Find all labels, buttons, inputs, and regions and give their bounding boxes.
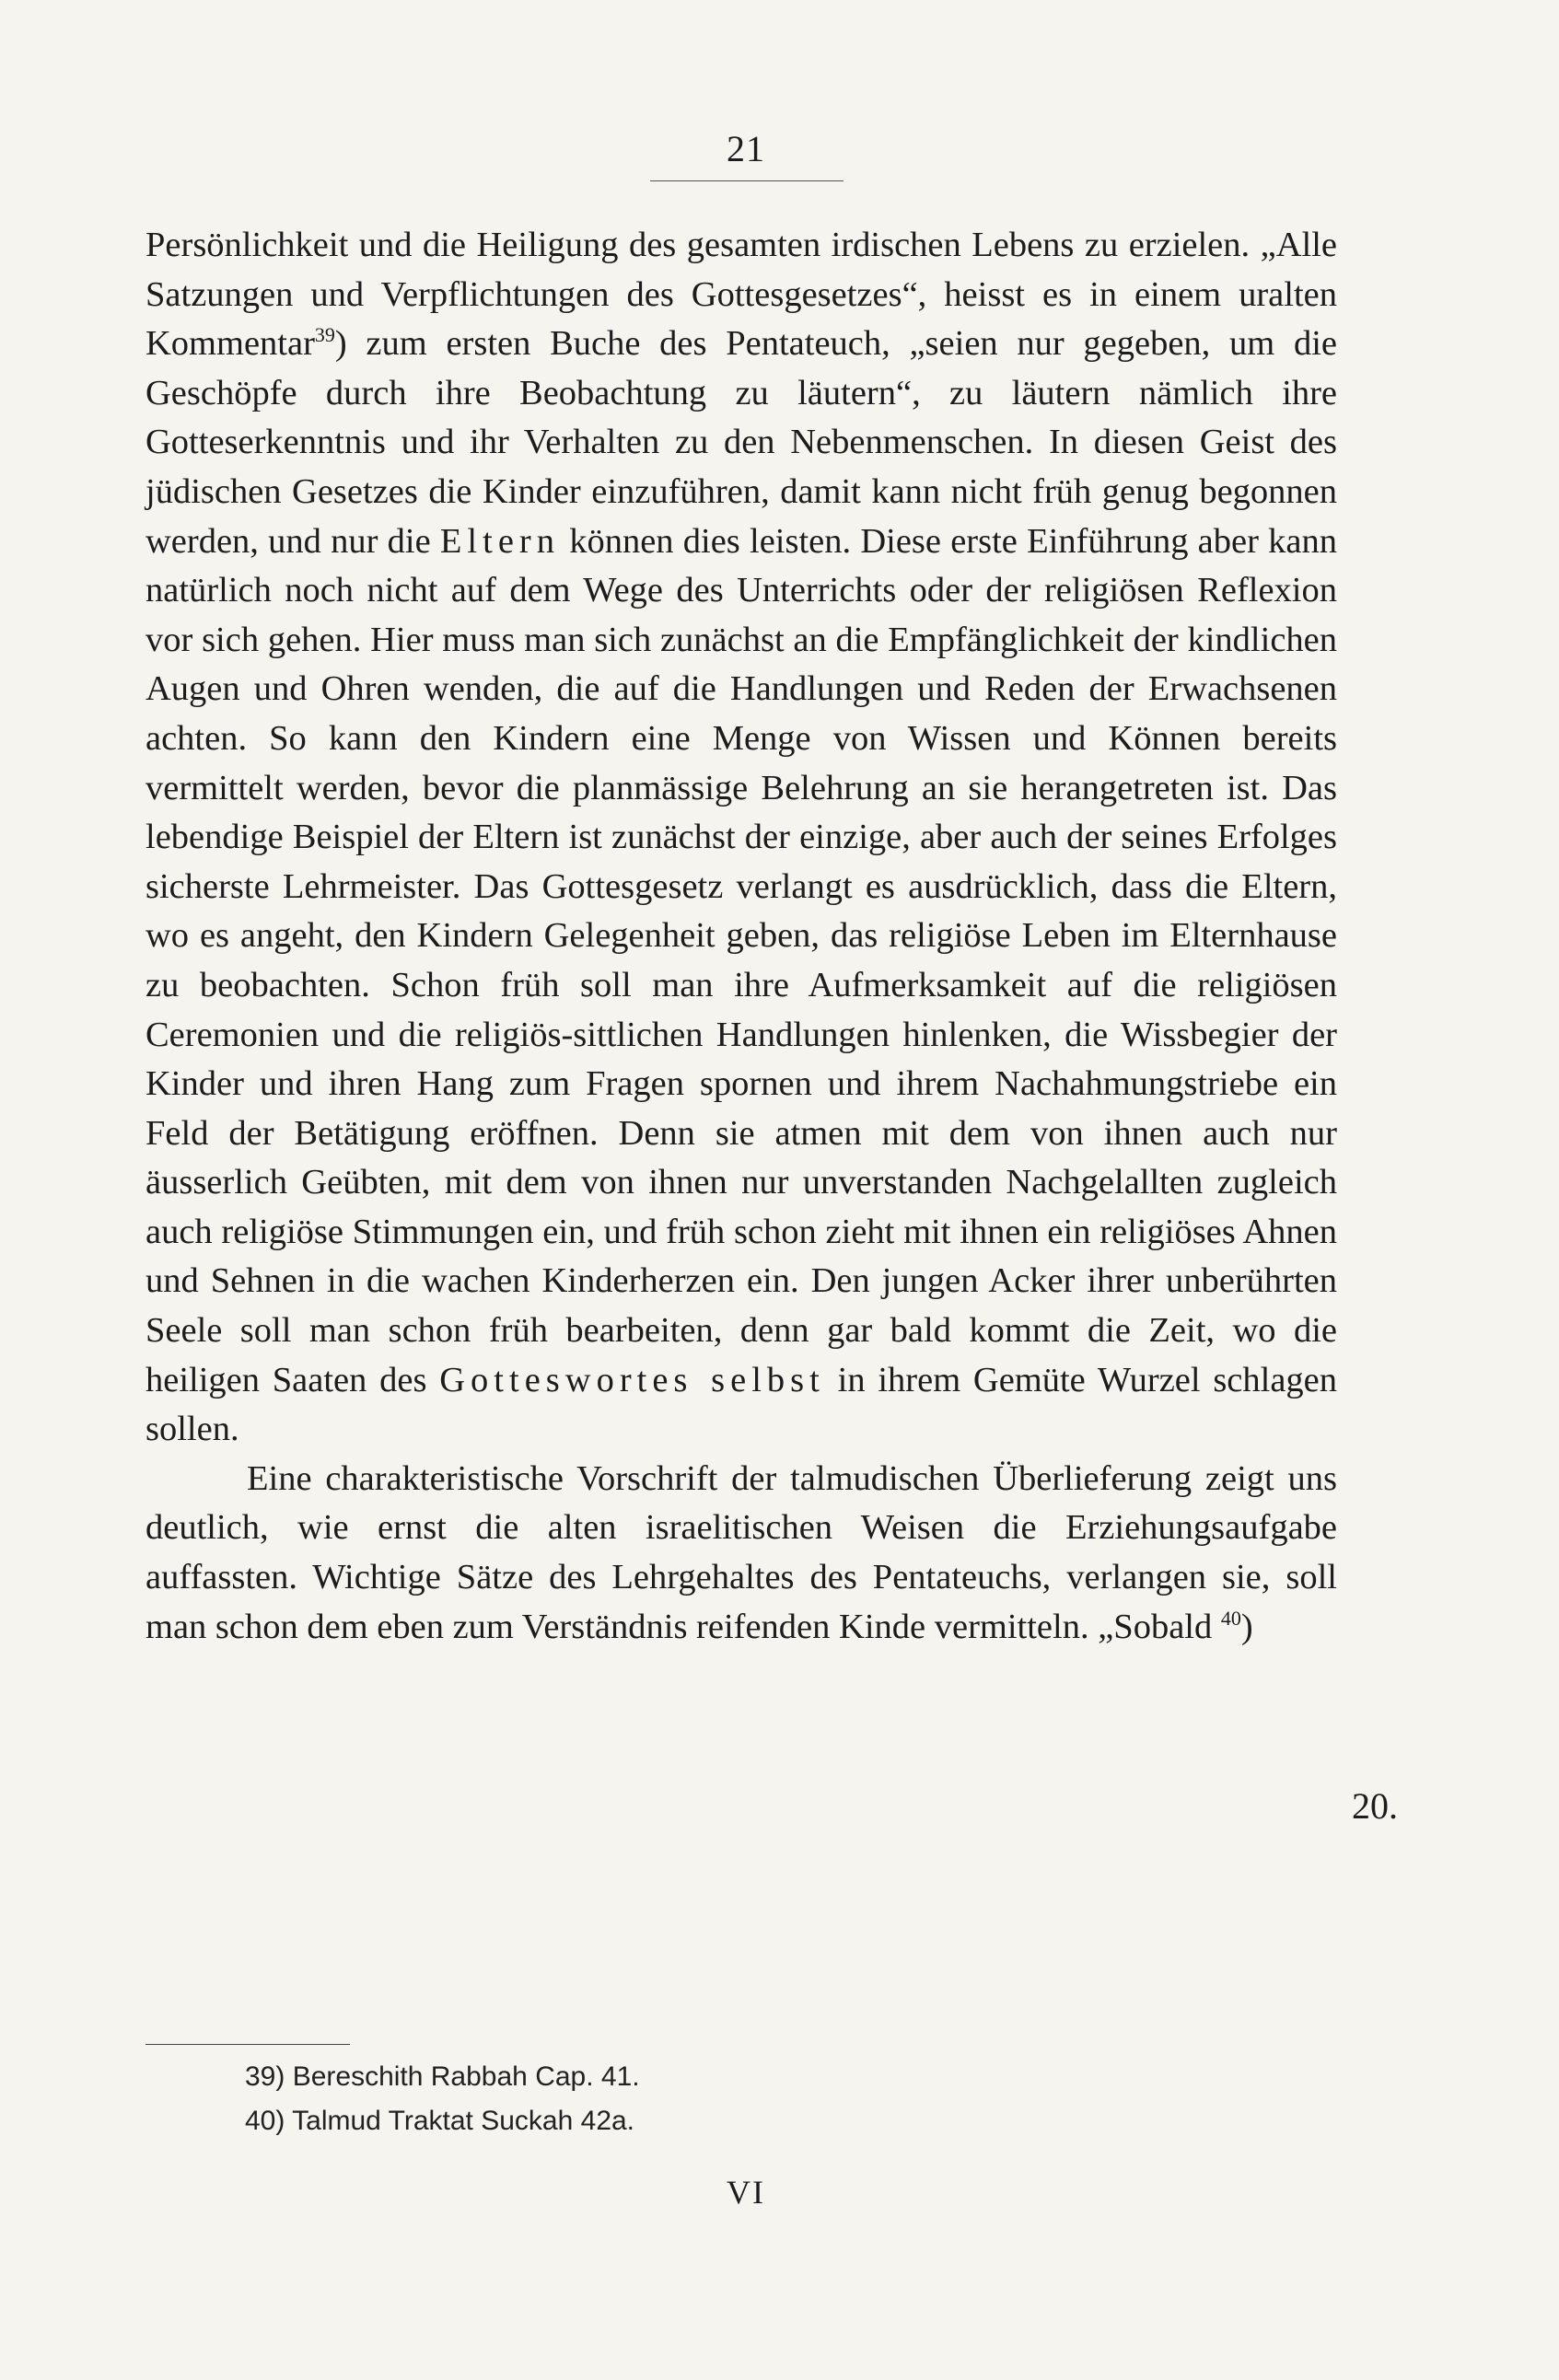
header-rule bbox=[650, 180, 843, 181]
footnote-ref-40: 40 bbox=[1220, 1606, 1241, 1630]
footnotes bbox=[245, 2055, 640, 2143]
footnote-39: 39) Bereschith Rabbah Cap. 41. bbox=[245, 2061, 640, 2092]
page-number: 21 bbox=[727, 128, 765, 169]
paragraph-1-part-d: in ihrem Gemüte Wurzel schlagen sollen. bbox=[145, 1360, 1338, 1449]
margin-note: 20. bbox=[1352, 1785, 1398, 1827]
emphasis-gotteswortes: Gotteswortes selbst bbox=[439, 1360, 825, 1399]
signature-mark: VI bbox=[727, 2174, 765, 2211]
emphasis-eltern: Eltern bbox=[439, 521, 560, 561]
paragraph-1-part-c: können dies leisten. Diese erste Einführung aber kann natürlich noch nicht auf dem Wege des Unterrichts oder der religiösen Reflexion vor sich gehen. Hier muss man sich zunächst an die Empfänglichkeit der kindlichen Augen und Ohren wenden, die auf die Handlungen und Reden der Erwachsenen achten. So kann den Kindern eine Menge von Wissen und Können bereits vermittelt werden, bevor die planmässige Belehrung an sie herangetreten ist. Das lebendige Beispiel der Eltern ist zunächst der einzige, aber auch der seines Erfolges sicherste Lehrmeister. Das Gottesgesetz verlangt es ausdrücklich, dass die Eltern, wo es angeht, den Kindern Gelegenheit geben, das religiöse Leben im Elternhause zu beobachten. Schon früh soll man ihre Aufmerksamkeit auf die religiösen Ceremonien und die religiös-sittlichen Handlungen hinlenken, die Wissbegier der Kinder und ihren Hang zum Fragen spornen und ihrem Nachahmungstriebe ein Feld der Betätigung eröffnen. Denn sie atmen mit dem von ihnen auch nur äusserlich Geübten, mit dem von ihnen nur unverstanden Nachgelallten zugleich auch religiöse Stimmungen ein, und früh schon zieht mit ihnen ein religiöses Ahnen und Sehnen in die wachen Kinderherzen ein. Den jungen Acker ihrer unberührten Seele soll man schon früh bearbeiten, denn gar bald kommt die Zeit, wo die heiligen Saaten des bbox=[145, 521, 1337, 1399]
footnote-rule bbox=[145, 2044, 350, 2045]
paragraph-1-part-a: Persönlichkeit und die Heiligung des gesamten irdischen Lebens zu erzielen. „Alle Satzungen und Verpflichtungen des Gottesgesetzes“, heisst es in einem uralten Kommentar bbox=[145, 226, 1337, 364]
footnote-ref-39: 39 bbox=[314, 323, 335, 347]
paragraph-2 bbox=[145, 1455, 1337, 1652]
footnote-40: 40) Talmud Traktat Suckah 42a. bbox=[245, 2106, 635, 2136]
paragraph-1 bbox=[145, 221, 1337, 1455]
paragraph-2-part-b: ) bbox=[1240, 1607, 1253, 1646]
body-text bbox=[145, 221, 1337, 1652]
paragraph-2-part-a: Eine charakteristische Vorschrift der talmudischen Überlieferung zeigt uns deutlich, wie ernst die alten israelitischen Weisen die Erziehungsaufgabe auffassten. Wichtige Sätze des Lehrgehaltes des Pentateuchs, verlangen sie, soll man schon dem eben zum Verständnis reifenden Kinde vermitteln. „Sobald bbox=[145, 1458, 1337, 1646]
paragraph-1-part-b: ) zum ersten Buche des Pentateuch, „seien nur gegeben, um die Geschöpfe durch ihre Beobachtung zu läutern“, zu läutern nämlich ihre Gotteserkenntnis und ihr Verhalten zu den Nebenmenschen. In diesen Geist des jüdischen Gesetzes die Kinder einzuführen, damit kann nicht früh genug begonnen werden, und nur die bbox=[145, 324, 1337, 561]
